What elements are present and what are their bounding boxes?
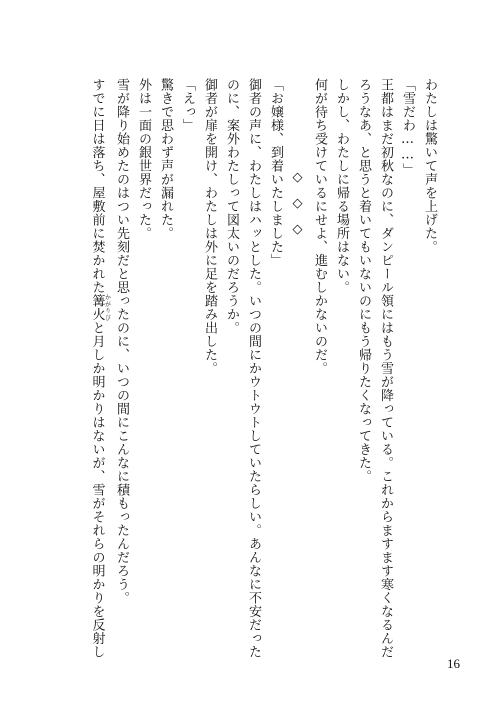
text-line-10: 御者が扉を開け、わたしは外に足を踏み出した。 [202, 78, 217, 375]
text-line-2: 「雪だわ……」 [400, 78, 415, 177]
text-line-4: ろうなあ、と思うと着いてもいないのにもう帰りたくなってきた。 [356, 78, 371, 483]
ruby-annotation: 篝火 かがりび [89, 294, 111, 321]
text-line-6: 何が待ち受けているにせよ、進むしかないのだ。 [312, 78, 327, 375]
text-line-7: 「お嬢様、到着いたしました」 [268, 78, 283, 267]
ruby-reading: かがりび [103, 294, 111, 321]
section-break-ornament: ◇◇◇ [290, 170, 305, 248]
text-line-11: 「えっ」 [180, 78, 195, 132]
text-line-13: 外は一面の銀世界だった。 [136, 78, 151, 240]
text-line-8: 御者の声に、わたしはハッとした。いつの間にかウトウトしていたらしい。あんなに不安だった [246, 78, 261, 659]
text-line-12: 驚きで思わず声が漏れた。 [158, 78, 173, 240]
text-line-5: しかし、わたしに帰る場所はない。 [334, 78, 349, 294]
text-line-1: わたしは驚いて声を上げた。 [422, 78, 437, 254]
page-number: 16 [447, 656, 460, 671]
text-line-14: 雪が降り始めたのはつい先刻だと思ったのに、いつの間にこんなに積もったんだろう。 [114, 78, 129, 605]
vertical-text-block [86, 78, 441, 659]
text-line-3: 王都はまだ初秋なのに、ダンピール領にはもう雪が降っている。これからますます寒くなるんだ [378, 78, 393, 659]
text-line-9: のに、案外わたしって図太いのだろうか。 [224, 78, 239, 335]
text-line-15-with-ruby: すでに日は落ち、屋敷前に焚かれた篝火 かがりびと月しか明かりはないが、雪がそれらの明かりを反射し [89, 78, 111, 659]
